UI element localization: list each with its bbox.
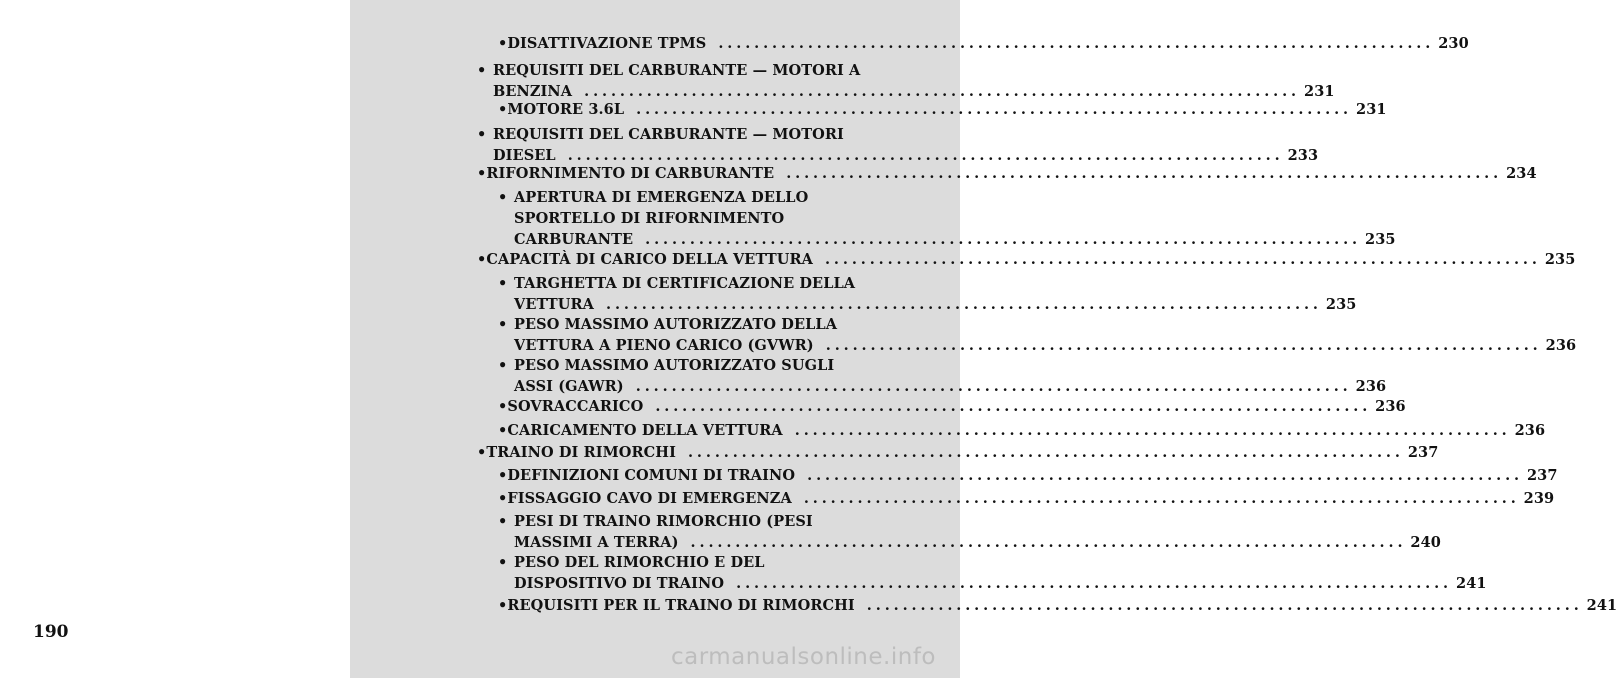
toc-entry[interactable]	[477, 124, 1319, 166]
toc-page-number: 237	[1526, 467, 1558, 484]
toc-entry[interactable]	[477, 249, 1576, 270]
toc-page-number: 236	[1355, 378, 1387, 395]
toc-entry-title: REQUISITI PER IL TRAINO DI RIMORCHI	[507, 597, 855, 614]
bullet-icon: •	[498, 490, 508, 507]
bullet-icon: •	[477, 62, 487, 79]
toc-entry-title: ASSI (GAWR)	[514, 378, 624, 395]
toc-page-number: 236	[1514, 422, 1546, 439]
toc-entry[interactable]	[498, 420, 1546, 441]
dot-leader: ................................................................................	[606, 296, 1322, 313]
toc-entry[interactable]	[498, 99, 1387, 120]
toc-entry[interactable]	[498, 552, 1487, 594]
toc-entry[interactable]	[498, 511, 1441, 553]
toc-entry-text: REQUISITI DEL CARBURANTE — MOTORI A	[493, 62, 861, 79]
dot-leader: ................................................................................	[736, 575, 1452, 592]
toc-entry[interactable]	[498, 488, 1555, 509]
toc-page-number: 241	[1456, 575, 1487, 592]
toc-page-number: 230	[1438, 35, 1469, 52]
toc-entry-text: TARGHETTA DI CERTIFICAZIONE DELLA	[514, 275, 856, 292]
toc-page-number: 237	[1407, 444, 1439, 461]
toc-entry[interactable]	[498, 187, 1396, 250]
dot-leader: ................................................................................	[824, 251, 1541, 268]
toc-entry-title: VETTURA A PIENO CARICO (GVWR)	[514, 337, 814, 354]
dot-leader: ................................................................................	[794, 422, 1511, 439]
toc-entry[interactable]	[498, 33, 1469, 54]
toc-entry[interactable]	[477, 442, 1439, 463]
toc-entry-text: PESO MASSIMO AUTORIZZATO SUGLI	[514, 357, 835, 374]
watermark: carmanualsonline.info	[670, 644, 936, 670]
toc-entry[interactable]	[477, 60, 1335, 102]
toc-page-number: 231	[1304, 83, 1335, 100]
toc-entry-title: FISSAGGIO CAVO DI EMERGENZA	[507, 490, 792, 507]
bullet-icon: •	[498, 189, 508, 206]
dot-leader: ................................................................................	[866, 597, 1583, 614]
toc-entry-title: CARBURANTE	[514, 231, 634, 248]
dot-leader: ................................................................................	[718, 35, 1435, 52]
bullet-icon: •	[477, 165, 487, 182]
toc-page-number: 236	[1545, 337, 1577, 354]
toc-page-number: 235	[1544, 251, 1576, 268]
bullet-icon: •	[498, 422, 508, 439]
dot-leader: ................................................................................	[584, 83, 1300, 100]
toc-entry[interactable]	[498, 273, 1357, 315]
toc-entry-title: CAPACITÀ DI CARICO DELLA VETTURA	[486, 251, 813, 268]
toc-entry-title: MASSIMI A TERRA)	[514, 534, 679, 551]
bullet-icon: •	[498, 357, 508, 374]
page-number: 190	[33, 622, 69, 642]
toc-page-number: 241	[1586, 597, 1617, 614]
toc-entry-title: DEFINIZIONI COMUNI DI TRAINO	[507, 467, 796, 484]
dot-leader: ................................................................................	[690, 534, 1407, 551]
toc-entry[interactable]	[477, 163, 1537, 184]
dot-leader: ................................................................................	[655, 398, 1372, 415]
toc-entry-title: SOVRACCARICO	[507, 398, 644, 415]
toc-entry-title: DISPOSITIVO DI TRAINO	[514, 575, 725, 592]
toc-entry-text: PESI DI TRAINO RIMORCHIO (PESI	[514, 513, 813, 530]
bullet-icon: •	[498, 275, 508, 292]
toc-entry[interactable]	[498, 314, 1577, 356]
toc-page-number: 233	[1287, 147, 1319, 164]
dot-leader: ................................................................................	[687, 444, 1404, 461]
toc-entry-title: CARICAMENTO DELLA VETTURA	[507, 422, 783, 439]
toc-page-number: 236	[1375, 398, 1406, 415]
toc-entry[interactable]	[498, 355, 1387, 397]
toc-entry-title: RIFORNIMENTO DI CARBURANTE	[486, 165, 775, 182]
left-page	[0, 0, 350, 678]
toc-entry-title: VETTURA	[514, 296, 595, 313]
bullet-icon: •	[498, 398, 508, 415]
bullet-icon: •	[498, 101, 508, 118]
toc-entry-text: SPORTELLO DI RIFORNIMENTO	[514, 210, 785, 227]
dot-leader: ................................................................................	[567, 147, 1284, 164]
toc-entry-title: DISATTIVAZIONE TPMS	[507, 35, 707, 52]
toc-page-number: 239	[1523, 490, 1555, 507]
dot-leader: ................................................................................	[825, 337, 1542, 354]
bullet-icon: •	[498, 513, 508, 530]
dot-leader: ................................................................................	[807, 467, 1523, 484]
toc-entry[interactable]	[498, 595, 1617, 616]
toc-entry-text: PESO DEL RIMORCHIO E DEL	[514, 554, 765, 571]
bullet-icon: •	[498, 554, 508, 571]
toc-entry-title: MOTORE 3.6L	[507, 101, 625, 118]
toc-page-number: 235	[1365, 231, 1396, 248]
toc-entry-text: REQUISITI DEL CARBURANTE — MOTORI	[493, 126, 844, 143]
toc-entry[interactable]	[498, 396, 1406, 417]
dot-leader: ................................................................................	[635, 378, 1352, 395]
dot-leader: ................................................................................	[786, 165, 1503, 182]
bullet-icon: •	[477, 251, 487, 268]
toc-page-number: 235	[1325, 296, 1357, 313]
toc-entry-title: TRAINO DI RIMORCHI	[486, 444, 676, 461]
bullet-icon: •	[498, 35, 508, 52]
toc-entry-title: DIESEL	[493, 147, 556, 164]
toc-page-number: 231	[1356, 101, 1387, 118]
bullet-icon: •	[498, 467, 508, 484]
toc-entry-text: APERTURA DI EMERGENZA DELLO	[514, 189, 809, 206]
dot-leader: ................................................................................	[645, 231, 1361, 248]
dot-leader: ................................................................................	[636, 101, 1353, 118]
toc-entry-text: PESO MASSIMO AUTORIZZATO DELLA	[514, 316, 838, 333]
toc-entry-title: BENZINA	[493, 83, 573, 100]
bullet-icon: •	[498, 316, 508, 333]
bullet-icon: •	[498, 597, 508, 614]
dot-leader: ................................................................................	[803, 490, 1520, 507]
bullet-icon: •	[477, 444, 487, 461]
bullet-icon: •	[477, 126, 487, 143]
toc-page-number: 234	[1506, 165, 1537, 182]
right-page	[350, 0, 1617, 678]
toc-page-number: 240	[1410, 534, 1441, 551]
toc-entry[interactable]	[498, 465, 1558, 486]
